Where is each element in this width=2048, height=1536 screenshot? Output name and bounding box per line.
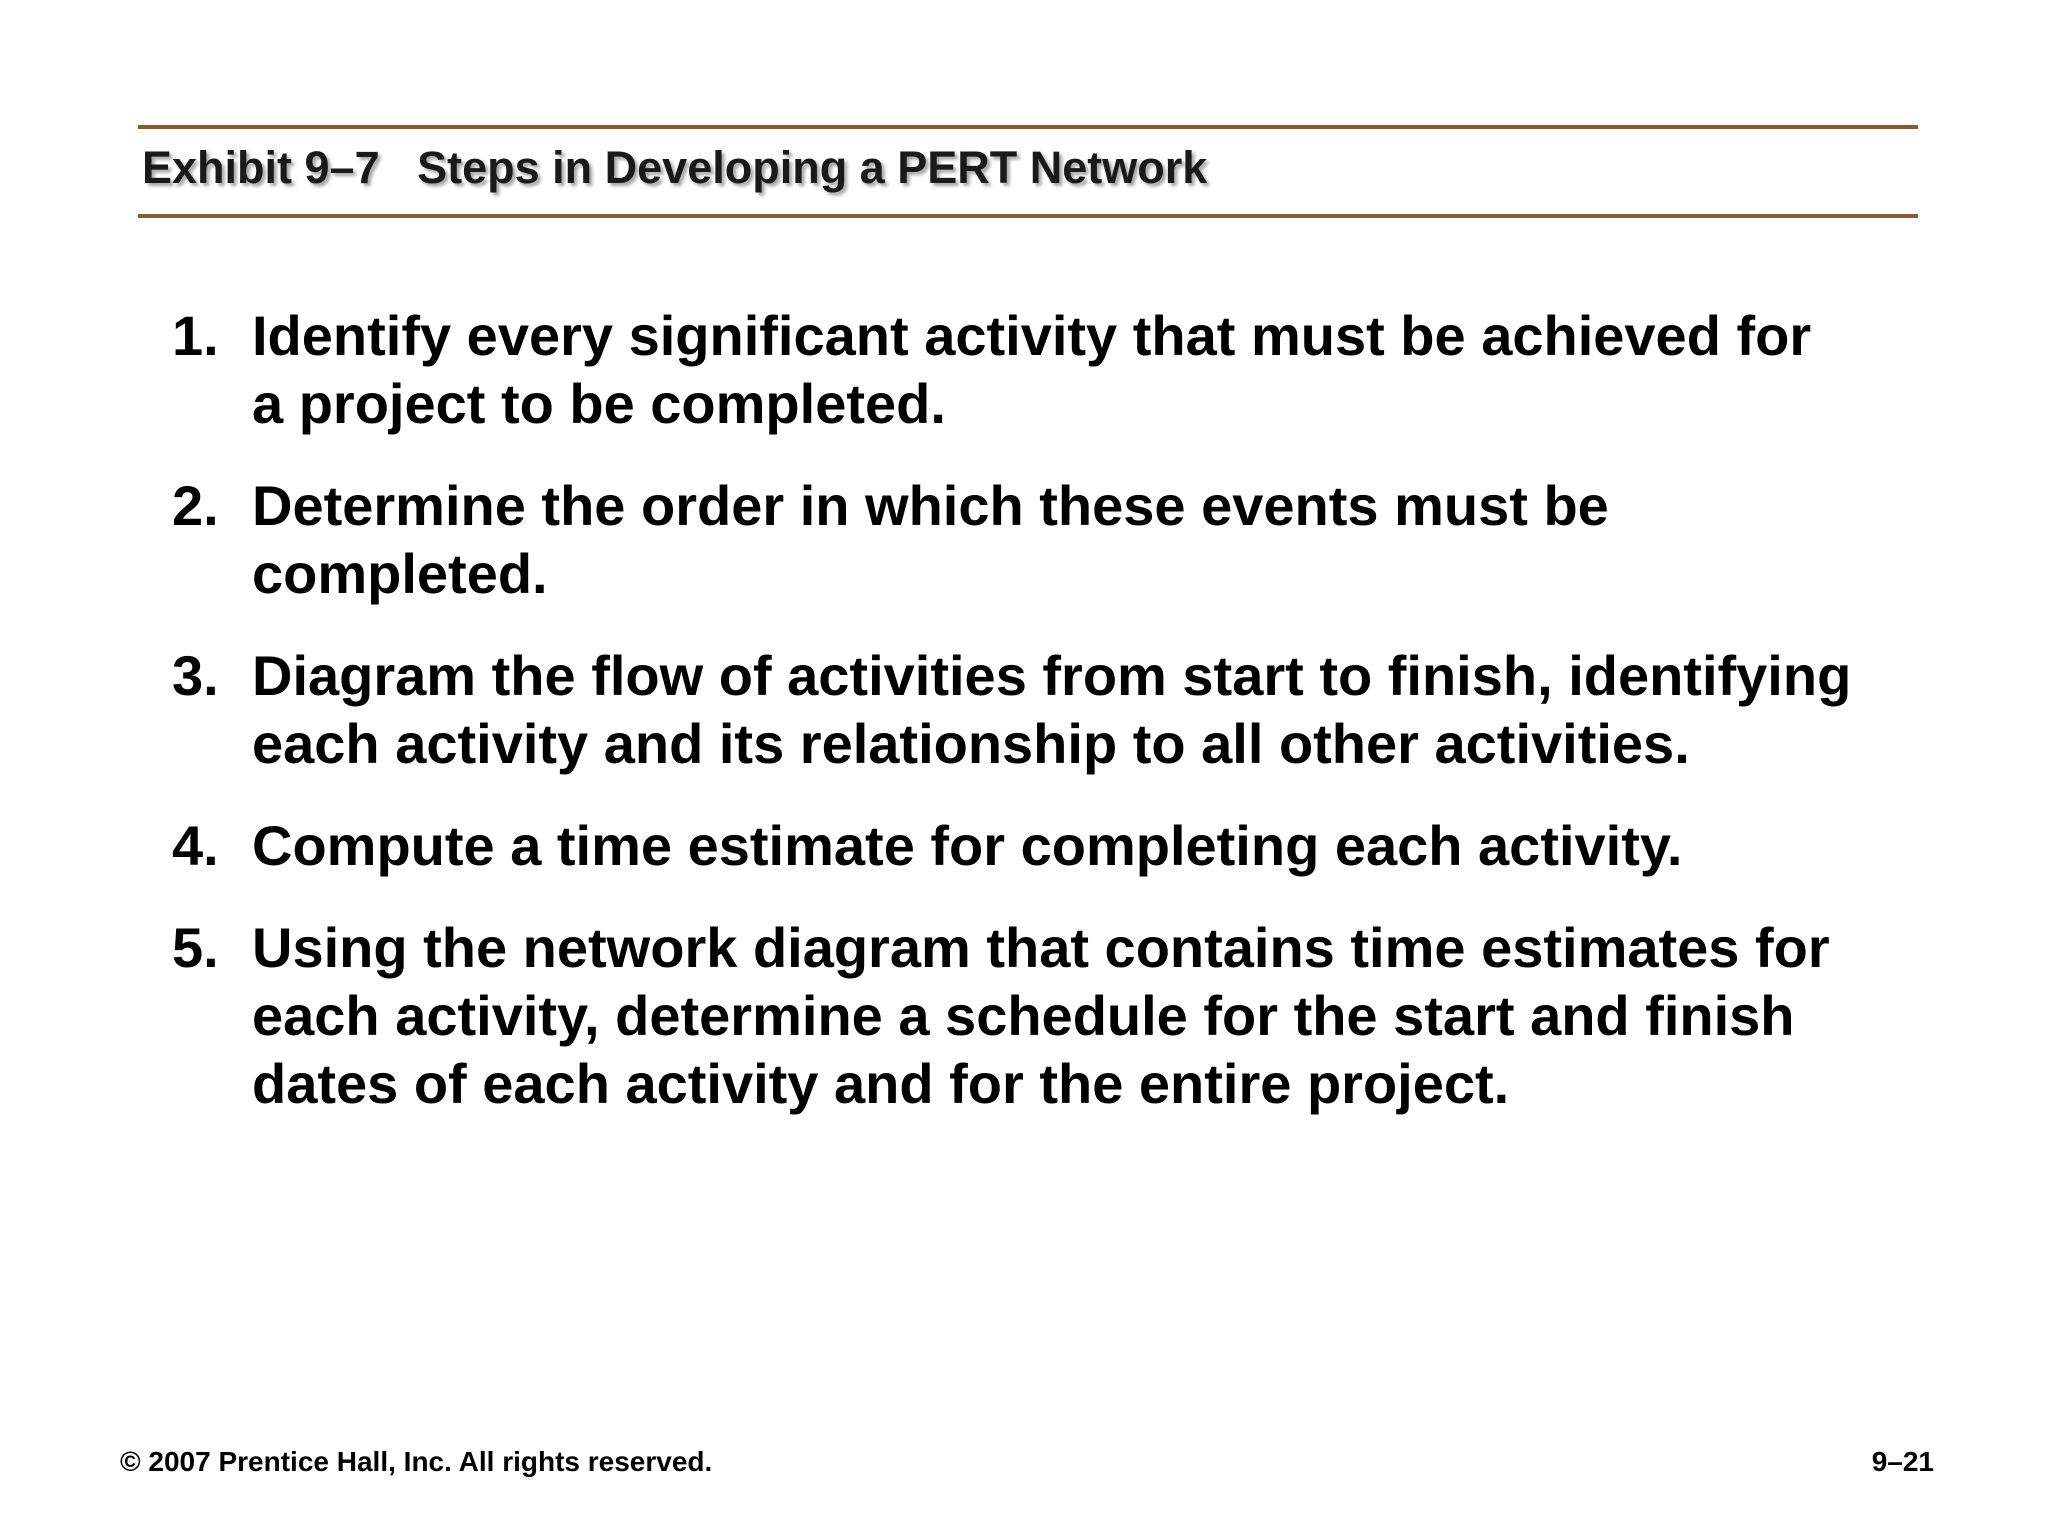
step-text <box>252 472 1912 608</box>
step-item <box>172 914 1912 1118</box>
step-item <box>172 812 1912 880</box>
exhibit-title <box>142 142 1207 194</box>
page-number: 9–21 <box>1871 1446 1934 1477</box>
step-number: 1. <box>172 304 219 367</box>
step-text <box>252 914 1912 1118</box>
step-text <box>252 812 1912 880</box>
step-line: Using the network diagram that contains time estimates for <box>252 916 1830 979</box>
step-number: 4. <box>172 814 219 877</box>
step-number: 2. <box>172 474 219 537</box>
copyright-notice: © 2007 Prentice Hall, Inc. All rights reserved. <box>120 1446 713 1477</box>
step-line: Compute a time estimate for completing each activity. <box>252 814 1683 877</box>
step-number: 3. <box>172 644 219 707</box>
step-line: dates of each activity and for the entire project. <box>252 1052 1510 1115</box>
step-line: Determine the order in which these events must be <box>252 474 1609 537</box>
step-text <box>252 642 1912 778</box>
step-item <box>172 472 1912 608</box>
exhibit-title-text: Steps in Developing a PERT Network <box>417 142 1208 193</box>
exhibit-label: Exhibit 9–7 <box>142 142 380 193</box>
step-text <box>252 302 1912 438</box>
steps-list <box>172 302 1912 1152</box>
step-line: a project to be completed. <box>252 372 946 435</box>
title-top-rule <box>138 125 1918 129</box>
step-line: each activity and its relationship to all other activities. <box>252 712 1690 775</box>
step-item <box>172 642 1912 778</box>
title-bottom-rule <box>138 214 1918 218</box>
step-item <box>172 302 1912 438</box>
step-line: completed. <box>252 542 548 605</box>
step-line: each activity, determine a schedule for the start and finish <box>252 984 1795 1047</box>
step-line: Identify every significant activity that must be achieved for <box>252 304 1812 367</box>
step-number: 5. <box>172 916 219 979</box>
step-line: Diagram the flow of activities from start to finish, identifying <box>252 644 1852 707</box>
